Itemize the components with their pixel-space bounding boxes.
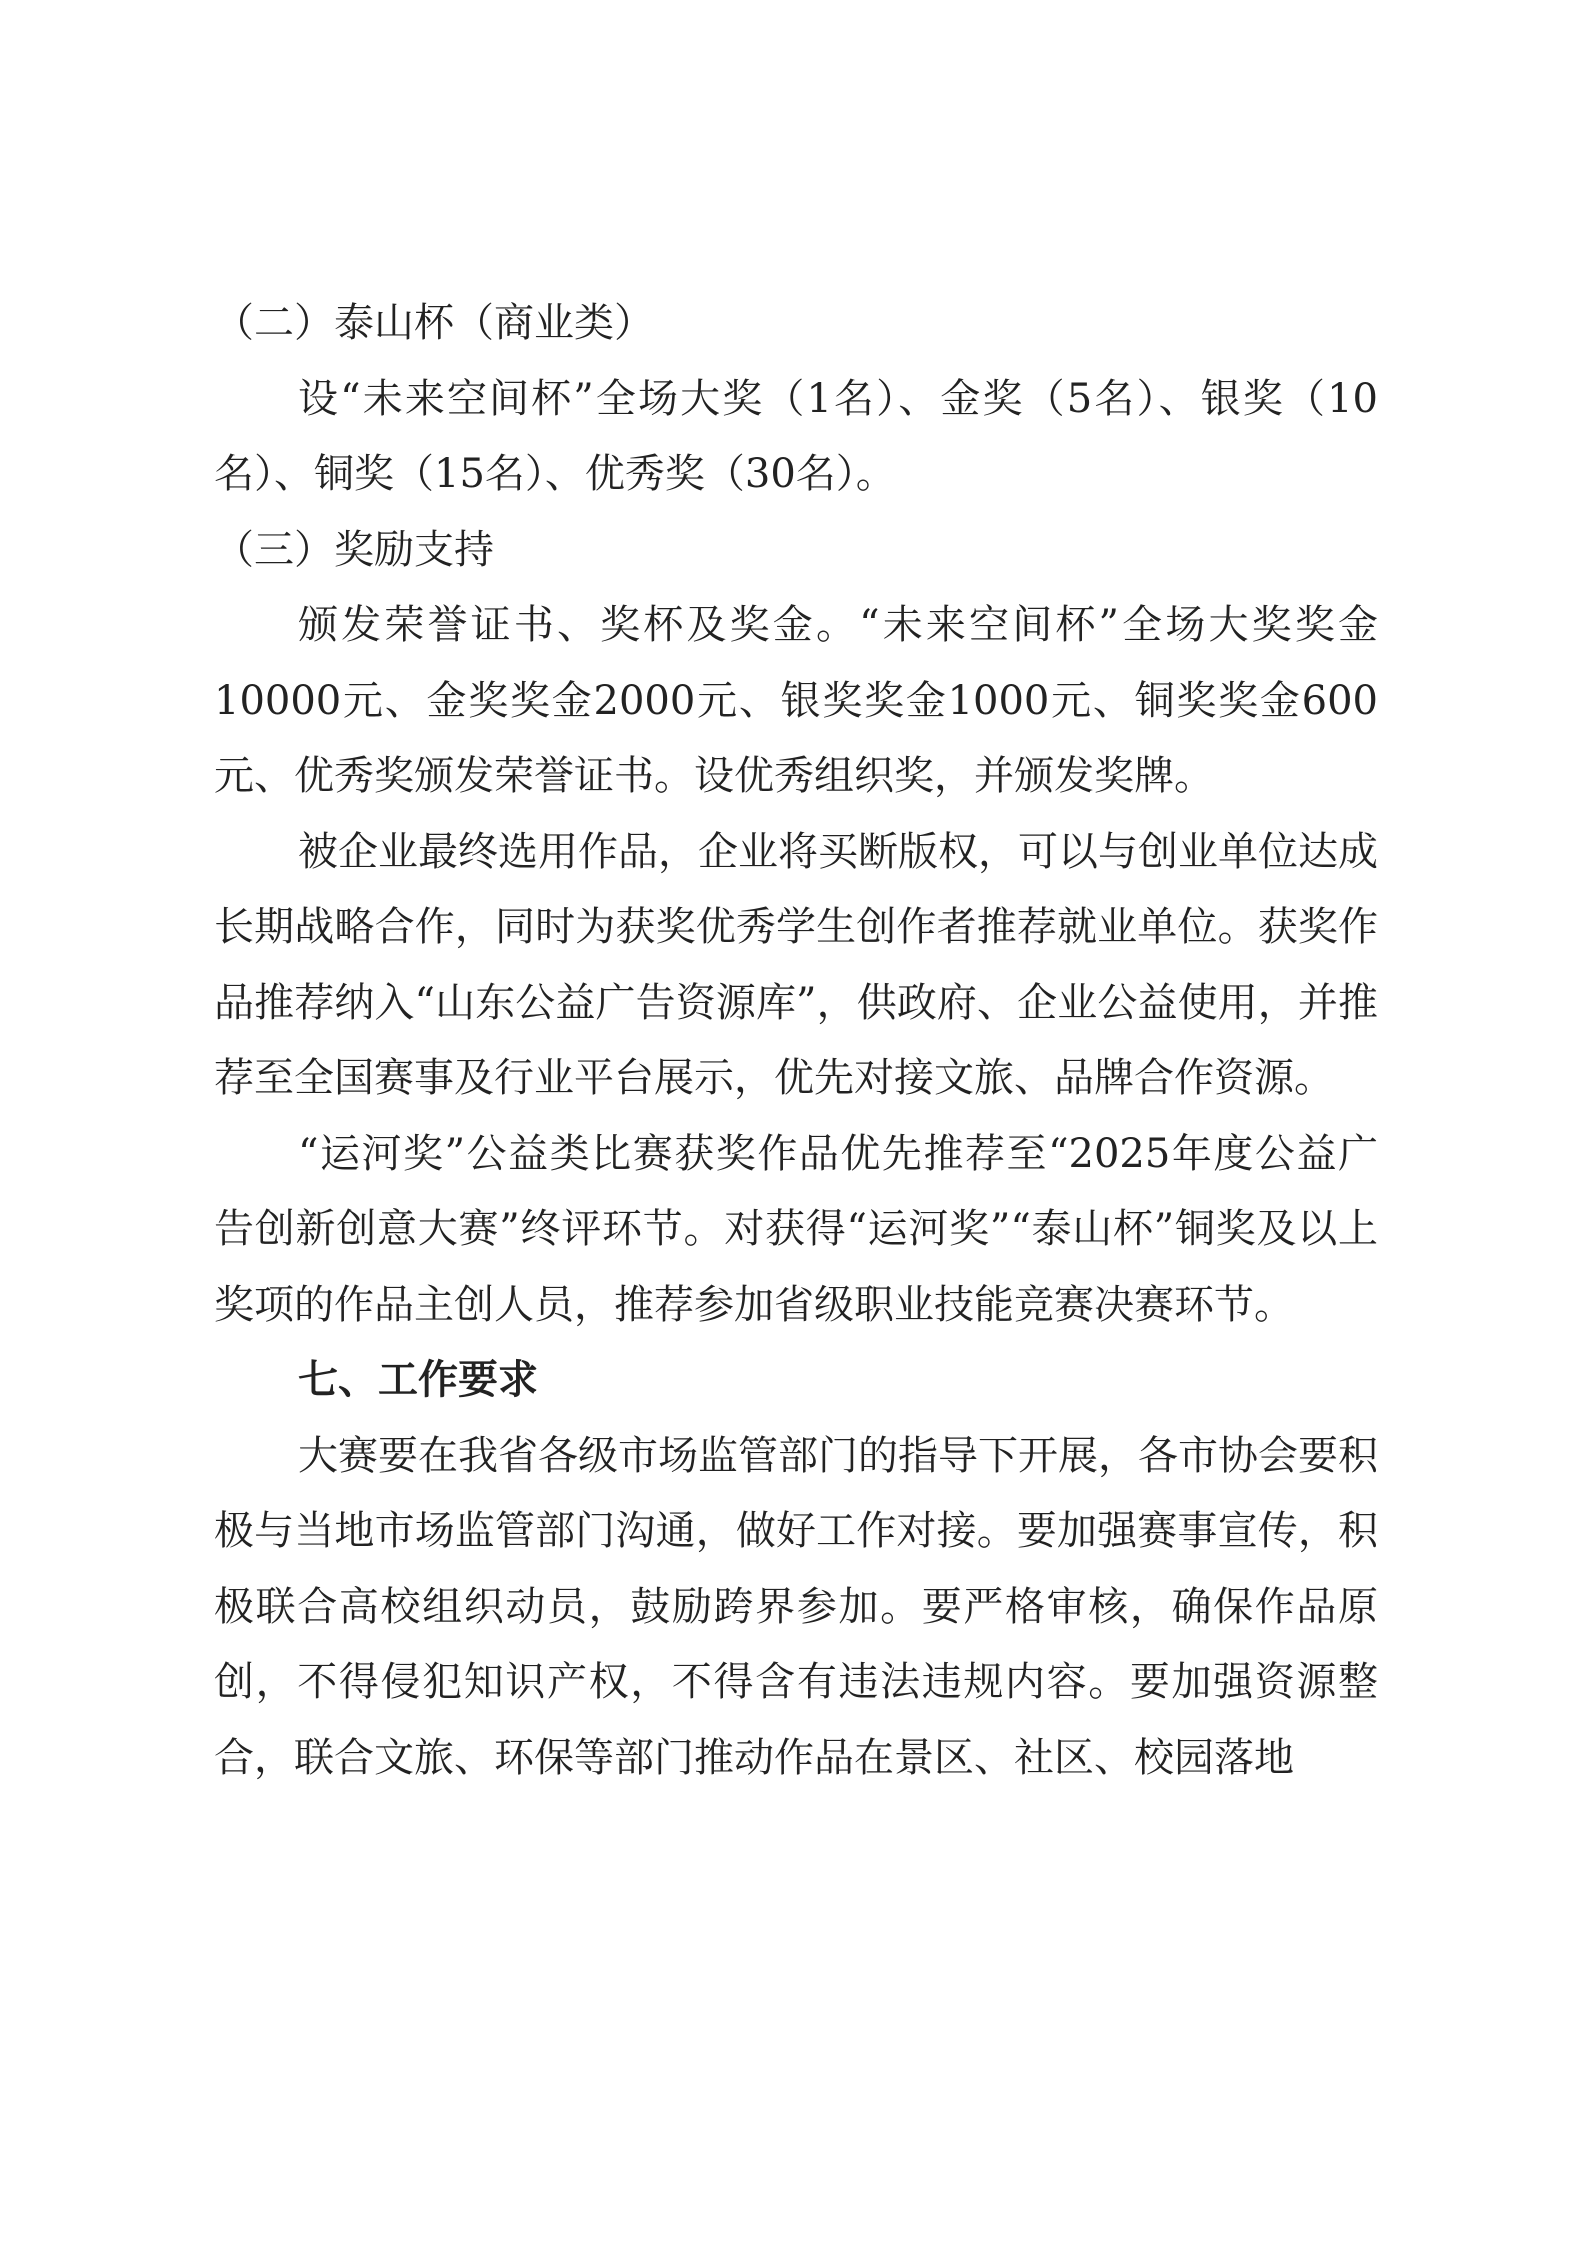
paragraph-enterprise-selection: 被企业最终选用作品，企业将买断版权，可以与创业单位达成长期战略合作，同时为获奖优秀学生创作者推荐就业单位。获奖作品推荐纳入“山东公益广告资源库”，供政府、企业公益使用，并推荐至全国赛事及行业平台展示，优先对接文旅、品牌合作资源。 bbox=[214, 828, 1378, 1101]
paragraph-prize-money: 颁发荣誉证书、奖杯及奖金。“未来空间杯”全场大奖奖金10000元、金奖奖金2000元、银奖奖金1000元、铜奖奖金600元、优秀奖颁发荣誉证书。设优秀组织奖，并颁发奖牌。 bbox=[214, 602, 1378, 799]
paragraph-taishan-awards: 设“未来空间杯”全场大奖（1名）、金奖（5名）、银奖（10名）、铜奖（15名）、优秀奖（30名）。 bbox=[214, 375, 1378, 497]
section-heading-work-requirements: 七、工作要求 bbox=[298, 1357, 538, 1403]
subheading-taishan-cup: （二）泰山杯（商业类） bbox=[214, 300, 654, 346]
document-body bbox=[214, 286, 1378, 1796]
paragraph-work-requirements: 大赛要在我省各级市场监管部门的指导下开展，各市协会要积极与当地市场监管部门沟通，做好工作对接。要加强赛事宣传，积极联合高校组织动员，鼓励跨界参加。要严格审核，确保作品原创，不得侵犯知识产权，不得含有违法违规内容。要加强资源整合，联合文旅、环保等部门推动作品在景区、社区、校园落地 bbox=[214, 1432, 1378, 1781]
paragraph-canal-award-recommendation: “运河奖”公益类比赛获奖作品优先推荐至“2025年度公益广告创新创意大赛”终评环节。对获得“运河奖”“泰山杯”铜奖及以上奖项的作品主创人员，推荐参加省级职业技能竞赛决赛环节。 bbox=[214, 1130, 1378, 1328]
subheading-reward-support: （三）奖励支持 bbox=[214, 526, 494, 573]
